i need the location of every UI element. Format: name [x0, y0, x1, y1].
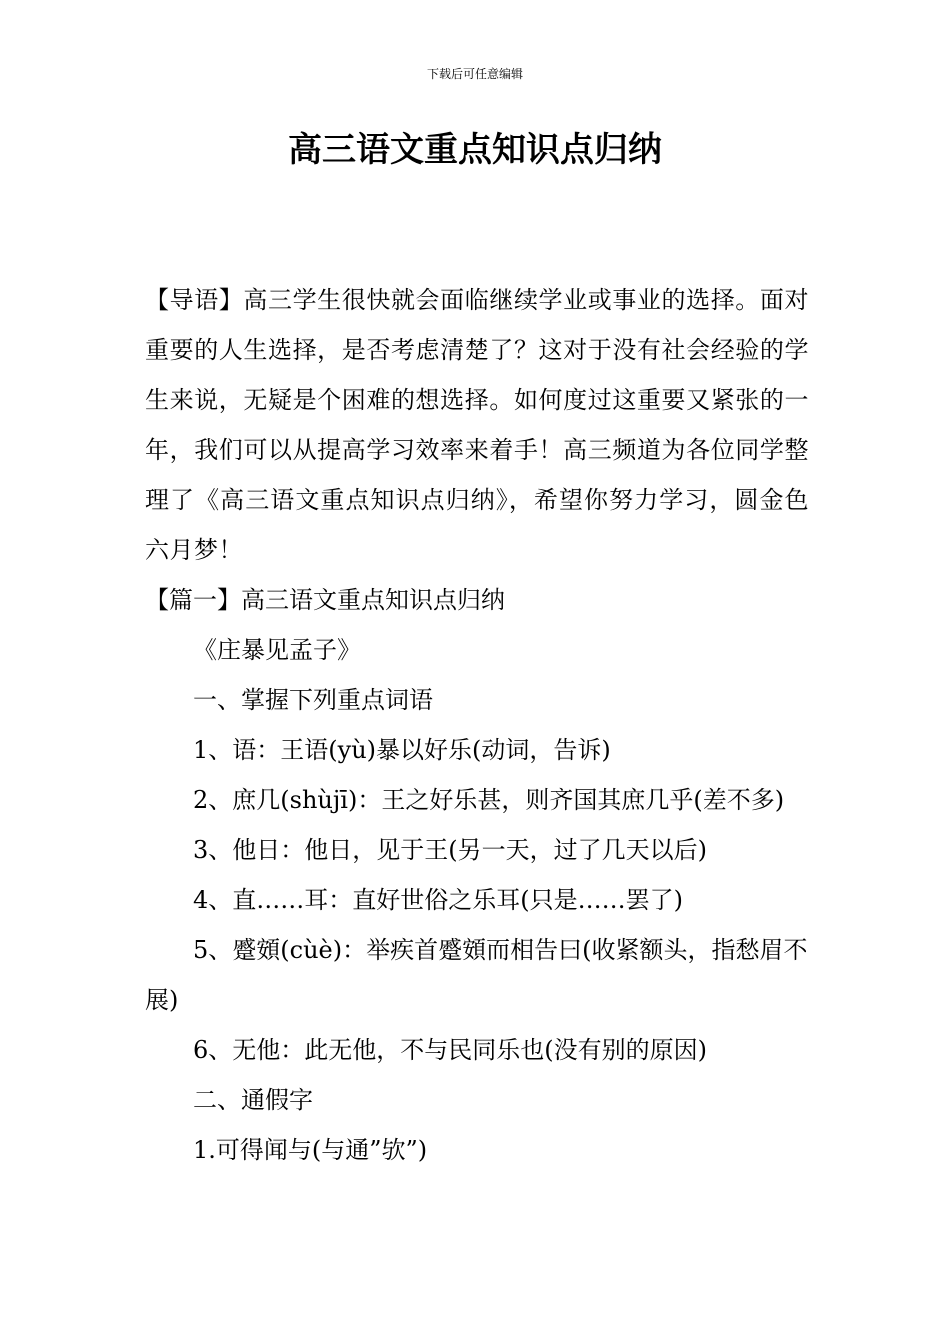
part2-heading: 二、通假字	[193, 1086, 313, 1114]
vocab-item-3: 3、他日：他日，见于王(另一天，过了几天以后)	[193, 836, 707, 864]
page-title: 高三语文重点知识点归纳	[288, 130, 662, 170]
vocab-item-1: 1、语：王语(yù)暴以好乐(动词，告诉)	[193, 736, 611, 764]
header-note: 下载后可任意编辑	[426, 67, 523, 81]
vocab-item-6: 6、无他：此无他，不与民同乐也(没有别的原因)	[193, 1036, 707, 1064]
vocab-item-2: 2、庶几(shùjī)：王之好乐甚，则齐国其庶几乎(差不多)	[193, 786, 785, 814]
vocab-item-5: 5、蹙頞(cùè)：举疾首蹙頞而相告曰(收紧额头，指愁眉不展)	[145, 936, 808, 1014]
vocab-item-4: 4、直……耳：直好世俗之乐耳(只是……罢了)	[193, 886, 683, 914]
document-body	[145, 275, 809, 1175]
section-heading: 【篇一】高三语文重点知识点归纳	[145, 586, 505, 614]
part1-heading: 一、掌握下列重点词语	[193, 686, 433, 714]
article-title: 《庄暴见孟子》	[193, 636, 361, 664]
tongjia-item-1: 1.可得闻与(与通”欤”)	[193, 1136, 428, 1164]
intro-paragraph: 【导语】高三学生很快就会面临继续学业或事业的选择。面对重要的人生选择，是否考虑清楚了？这对于没有社会经验的学生来说，无疑是个困难的想选择。如何度过这重要又紧张的一年，我们可以从提高学习效率来着手！高三频道为各位同学整理了《高三语文重点知识点归纳》，希望你努力学习，圆金色六月梦！	[145, 286, 809, 564]
